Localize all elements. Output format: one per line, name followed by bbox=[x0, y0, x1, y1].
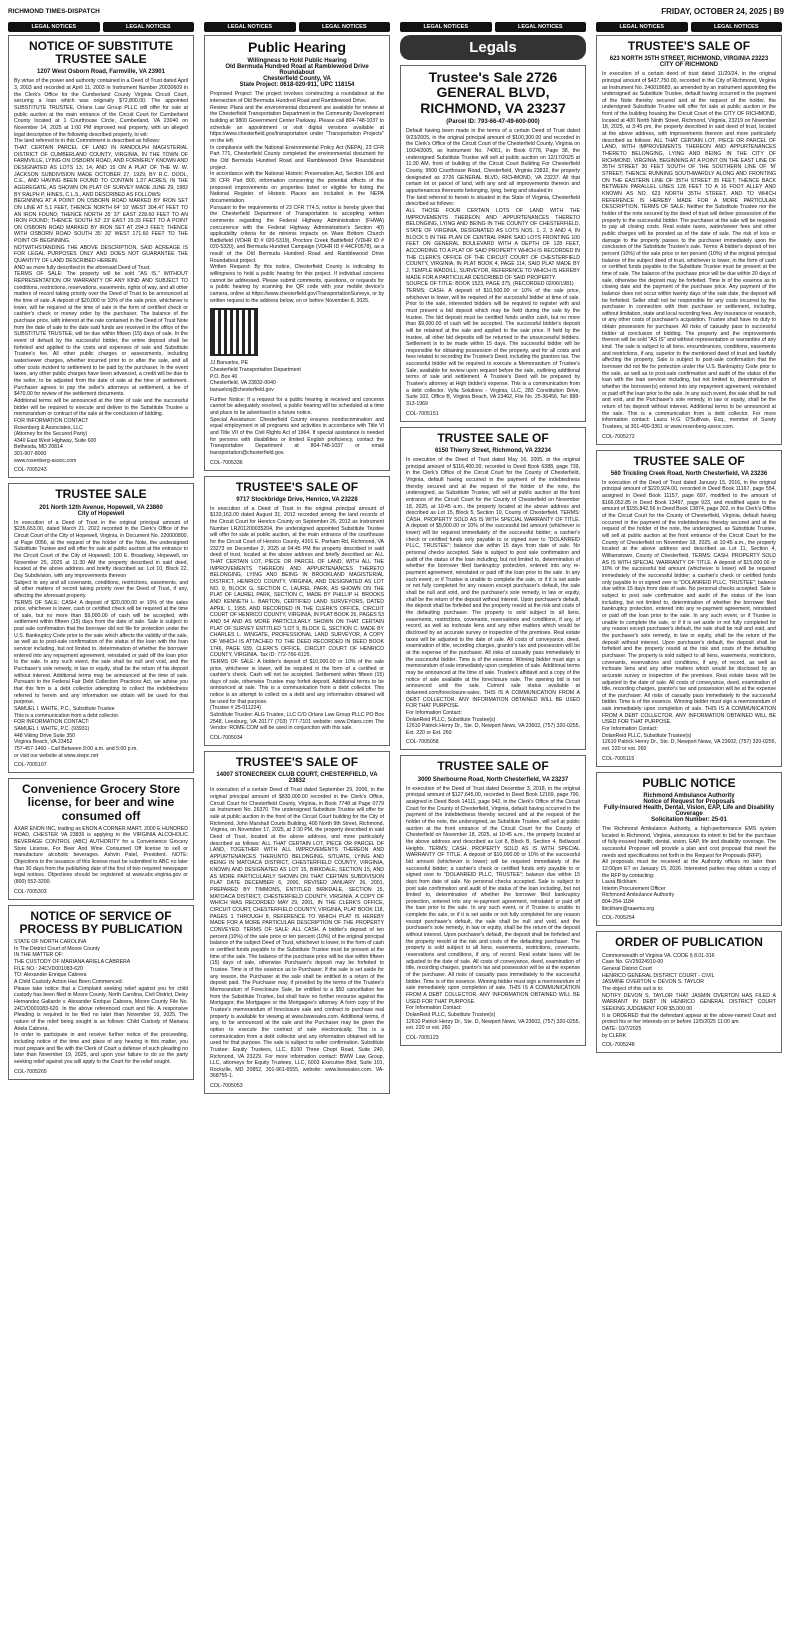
notice-order-of-publication bbox=[596, 931, 782, 1053]
notice-subtitle: 6150 Thierry Street, Richmond, VA 23234 bbox=[434, 447, 552, 454]
notice-subtitle: 623 NORTH 35TH STREET, RICHMOND, VIRGINIA 23223 CITY OF RICHMOND bbox=[609, 56, 769, 69]
notice-trustees-sale-general-blvd bbox=[400, 65, 586, 422]
notice-body: AXAR ENON INC, trading as ENON A CORNER MART, 2000 E HUNDRED ROAD, CHESTER VA 23836 is applying to the VIRGINIA ALCOHOLIC BEVERAGE CONTROL (ABC) AUTHORITY for a Convenience Grocery Store License, For Beer And Wine Consumed Off license to sell or manufacture alcoholic beverages. Ashvin Patel, President. NOTE: Objections to the issuance of this license must be submitted to ABC no later than 30 days from the publishing date of the first of two required newspaper legal notices. Objections should be registered at www.abc.virginia.gov or (800) 552-3200. bbox=[14, 825, 188, 886]
notice-title: Convenience Grocery Store license, for beer and wine consumed off bbox=[21, 782, 181, 823]
notice-code: COL-7005272 bbox=[602, 433, 635, 440]
notice-code: COL-7005254 bbox=[602, 915, 635, 922]
notice-code: COL-7005248 bbox=[602, 1042, 635, 1049]
notice-body: In execution of a certain deed of trust dated 11/20/24, in the original principal amount of $437,750.00, recorded in the City of Richmond, Virginia as Instrument No. 240018683, as amended by an instrument appointing the undersigned as Substitute Trustee, default having occurred in the payment of the Note thereby secured and at the request of the holder, the undersigned Substitute Trustee will offer for sale at public auction in the front of the building housing the Circuit Court of the CITY OF RICHMOND, located at 400 North Ninth Street, Richmond, Virginia, 23219 on November 18, 2025, at 3:45 pm, the property described in said deed of trust, located at the above address, with improvements thereon and more particularly described as follows: ALL THAT CERTAIN LOT, PIECE OR PARCEL OF LAND, WITH IMPROVEMENTS THEREON AND APPURTENANCES THERETO BELONGING, LYING AND BEING IN THE CITY OF RICHMOND, VIRGINIA, BEGINNING AT A POINT ON THE EAST LINE OF 35TH STREET 30 FEET SOUTH OF THE SOUTHERN LINE OF 'M' STREET; THENCE RUNNING SOUTHWARDLY ALONG AND FRONTING ON THE EASTERN LINE OF 35TH STREET 35 FEET; THENCE BACK BETWEEN PARALLEL LINES 128 FEET TO A 16 FOOT ALLEY AND KNOWN AS NO. 623 NORTH 35TH STREET, AND TO WHICH REFERENCE IS HEREBY MADE FOR A MORE PARTICULAR DESCRIPTION. TERMS OF SALE: Neither the Substitute Trustee nor the holder of the note secured by the deed of trust will deliver possession of the property to the successful bidder. The purchaser at the sale will be required to pay all closing costs. Real estate taxes, water/sewer fees and other public charges will be prorated as of the date of sale. The risk of loss or damage to the property passes to the purchaser immediately upon the conclusion of the Substitute Trustee's sale. Terms: A bidder's deposit of ten percent (10%) of the sale price or ten percent (10%) of the original principal balance of the subject deed of trust, whichever is lower, in the form of cash or certified funds payable to the Substitute Trustee must be present at the time of sale. The balance of the purchase price will be due within 20 days of sale, otherwise the deposit may be forfeited. Time is of the essence as to closing date and the payment of the purchase price. Any payment of the balance does not occur within twenty days of the sale date, the deposit will be forfeited. Seller shall not be responsible for any costs incurred by the purchaser in connection with their purchase or settlement, including, without limitation, state and local recording fees. Any insurance or research, or any other costs of purchaser's acquisition. Trustee shall have no duty to obtain possession for purchaser. All risks of casualty pass to successful bidder at conclusion of bidding. The property and the improvements thereon will be sold "AS IS" and without representation or warranties of any kind. The sale is subject to all liens, encumbrances, conditions, easements and restrictions, if any, superior to the mentioned deed of trust and lawfully affecting the property. Sale is subject to post-sale confirmation that the borrower did not file for protection under the U.S. Bankruptcy Code prior to the sale, as well as to post-sale confirmation and audit of the status of the loan with the loan servicer including, but not limited to, determination of whether the borrower(s) entered into any repayment agreement, reinstated or paid off the loan prior to the sale. In any such event, the sale shall be null and void, and the Purchaser's sole remedy, in law or equity, shall be the return of his deposit without interest. Additional terms to be announced at the sale. This is a communication from a debt collector. For more information contact: Laura H.G. O'Sullivan, Esq., member of Surety Trustees, at 301-490-3361 or www.rosenberg-assoc.com. bbox=[602, 71, 776, 430]
notice-subtitle: 1207 West Osborn Road, Farmville, VA 23901 bbox=[37, 69, 165, 76]
masthead-publication: RICHMOND TIMES-DISPATCH bbox=[8, 7, 100, 15]
section-labels bbox=[596, 22, 782, 32]
notice-title: Trustee's Sale 2726 GENERAL BLVD, RICHMOND, VA 23237 bbox=[420, 69, 566, 116]
notice-code: COL-7005265 bbox=[14, 1068, 47, 1075]
notice-subtitle: 14007 STONECREEK CLUB COURT, CHESTERFIELD, VA 23832 bbox=[216, 772, 378, 785]
notice-title: Public Hearing bbox=[247, 39, 347, 55]
notice-subtitle: 3000 Sherbourne Road, North Chesterfield, VA 23237 bbox=[417, 776, 569, 783]
notice-title: NOTICE OF SERVICE OF PROCESS BY PUBLICATION bbox=[19, 908, 183, 936]
notice-code: COL-7005151 bbox=[406, 410, 439, 417]
notice-substitute-trustee-sale bbox=[8, 35, 194, 478]
notice-public-hearing bbox=[204, 35, 390, 471]
notice-body: In execution of a Deed of Trust in the original principal amount of $133,163.00 dated August 31, 2012 recorded among the land records of the Circuit Court for Henrico County on September 26, 2012 as Instrument Number LR201200035204, the undersigned appointed Substitute Trustee will offer for sale at public auction, at the main entrance of the courthouse for the Circuit Court of Henrico County, 4301 E. Parham Rd, Richmond, VA 23273 on December 2, 2025 at 04:45 PM the property described in said deed of trust, located at the above address and briefly described as: ALL THAT CERTAIN LOT, PIECE OR PARCEL OF LAND, WITH ALL THE IMPROVEMENTS THEREON AND APPURTENANCES THERETO BELONGING, LYING AND BEING IN BROOKLAND MAGISTERIAL DISTRICT, HENRICO COUNTY, VIRGINIA, AND DESIGNATED AS LOT NO. 9, BLOCK G, SECTION C, LAUREL PARK, AS SHOWN ON THE PLAT OF LAUREL PARK, SECTION C, MADE BY PHILLIP H. BROOKS AND KENNETH L. BARTON, CERTIFIED LAND SURVEYORS, DATED APRIL 1, 1955, AND RECORDED IN THE CLERK'S OFFICE, CIRCUIT COURT OF HENRICO COUNTY, VIRGINIA, IN PLAT BOOK 26, PAGES 53 AND 54 AND AS MORE PARTICULARLY SHOWN ON THAT CERTAIN PLAT OF SURVEY ENTITLED "LOT 9, BLOCK G, SECTION C, MADE BY CHARLES L. WINGATE, PROFESSIONAL LAND SURVEYOR, A COPY OF WHICH IS ATTACHED TO THE DEED RECORDED IN DEED BOOK 1746, PAGE 939, CLERK'S OFFICE, CIRCUIT COURT OF HENRICO COUNTY, VIRGINIA. Tax ID: 772-766-6125. TERMS OF SALE: A bidder's deposit of $10,000.00 or 10% of the sale price, whichever is lower, will be required in the form of a certified or cashier's check. Cash will not be accepted. Settlement within fifteen (15) days of sale, otherwise Trustee may forfeit deposit. Additional terms to be announced at sale. This is a communication from a debt collector. This notice is an attempt to collect on a debt and any information obtained will be used for that purpose. (Trustee # 25-011224) Substitute Trustee: ALG Trustee, LLC C/O Orlans Law Group PLLC PO Box 2548, Leesburg, VA 20177 (703) 777-7101 website: www.Orlans.com The Vendor: ROME.COM will be used in conjunction with this sale. bbox=[210, 505, 384, 732]
notice-trustees-sale-stonecreek bbox=[204, 751, 390, 1094]
notice-body: In execution of the Deed of Trust dated May 16, 2005, in the original principal amount of $116,400.00, recorded in Deed Book 6388, page 739, in the Clerk's Office of the Circuit Court for the County of Chesterfield, Virginia, default having occurred in the payment of the indebtedness thereby secured and at the request of the holder of the note, the undersigned, as Substitute Trustee, will sell at public auction at the front entrance of the Circuit Court for the County of Chesterfield on November 18, 2025, at 10:45 a.m., the property located at the above address and described as Lot 15, Block 5, Section 10, County of Chesterfield. TERMS: CASH. PROPERTY SOLD AS IS WITH SPECIAL WARRANTY OF TITLE. A deposit of $5,000.00 or 10% of the successful bid amount (whichever is lower) will be required immediately of the successful bidder; a cashier's check or certified funds only payable to or signed over to "DOLANREID PLLC, TRUSTEE"; balance due within 15 days from date of sale. No personal checks accepted. Sale is subject to post sale confirmation and audit of the status of the loan including, but not limited to, determination of whether the borrower filed bankruptcy protection, entered into any re-payment agreement, reinstated or paid off the loan prior to the sale. In any such event, or if Trustee is unable to complete the sale, or if it is set aside or not fully completed for any reason except purchaser's default, the sale shall be null and void, and the purchaser's sole remedy, in law or equity, shall be the return of the deposit without interest. Upon purchaser's default, the deposit shall be forfeited and the property resold at the risk and costs of the defaulting purchaser. The property is sold subject to all liens, easements, restrictions, covenants, reservations and conditions, if any, of record, as well as inchoate liens and any other matters which would be disclosed by an accurate survey or inspection of the premises. Real estate taxes will be adjusted to the date of sale. All costs of conveyance, deed, examination of title, recording charges, grantor's tax and possession will be at the expense of the purchaser. All risks of casualty pass immediately to the successful bidder. Time is of the essence. Winning bidder must sign a memorandum of sale immediately upon completion of sale. Additional terms may be announced at the time of sale. Trustee's affidavit and a copy of the notice of sale available at the foreclosure sale. The opening bid is not announced until the sale. Current sale status available at dolanreid.com/foreclosure-sales. THIS IS A COMMUNICATION FROM A DEBT COLLECTOR. ANY INFORMATION OBTAINED WILL BE USED FOR THAT PURPOSE. For Information Contact: DolanReid PLLC, Substitute Trustee(s) 12610 Patrick Henry Dr., Ste. D, Newport News, VA 23602, (757) 320-0255, Ext. 220 or Ext. 260 bbox=[406, 456, 580, 736]
notice-trustee-sale-trickling-creek bbox=[596, 450, 782, 767]
notice-body: Proposed Project: The project involves constructing a roundabout at the intersection of Old Bermuda Hundred Road and Ramblewood Drive. Review: Plans and the environmental document are available for review at the Chesterfield Transportation Department in the Community Development building at 9800 Government Center Parkway. Please call 804-748-1037 to schedule an appointment or visit digital versions available at https://www.chesterfield.gov/transportation under "Transportation Projects" on the left. In compliance with the National Environmental Policy Act (NEPA), 23 CFR Part 771, Chesterfield County completed the environmental document for the Old Bermuda Hundred Road and Ramblewood Drive Roundabout project. In accordance with the National Historic Preservation Act, Section 106 and 36 CFR Part 800, information concerning the potential effects of the proposed improvements on properties listed or eligible for listing the National Register of Historic Places are included in the NEPA documentation. Pursuant to the requirements of 23 CFR 774.5, notice is hereby given that the Chesterfield Department of Transportation is accepting written comments regarding the Federal Highway Administration (FHWA) concurrence with the Federal Highway Administration's Section 4(f) applicability criteria for de minimis impacts on Ware Bottom Church Battlefield (VDHR ID # 020-5319), Proctors Creek Battlefield (VDHR ID # 020-5320), and Bermuda Hundred Campaign (VDHR ID # 44CF0578), as a result of the Old Bermuda Hundred Road and Ramblewood Drive Roundabout project. Written Request: By this notice, Chesterfield County is indicating its willingness to hold a public hearing for this project. If individual concerns cannot be addressed. Please submit comments, questions, or requests for a public hearing by scanning the QR code with your mobile device's camera, online at https://www.chesterfield.gov/TransportationSurveys, or by written request to the address below, on or before November 8, 2025. bbox=[210, 91, 384, 304]
notice-title: TRUSTEE'S SALE OF bbox=[235, 479, 359, 494]
notice-body: Default having been made in the terms of a certain Deed of Trust dated 9/23/2005, in the original principal amount of $100,300.00 and recorded in the Clerk's Office of the Circuit Court of the Chesterfield County, Virginia on 10/24/2005, as Instrument No. 74061, in Book 6778, Page 38, the undersigned Substitute Trustee will sell at public auction on 12/17/2025 at 11:30 AM, front of building of the Circuit Court Building For Chesterfield County, 9500 Courthouse Road, Chesterfield, Virginia 23832, the property designated as 2726 GENERAL BLVD, RICHMOND, VA 23237. All that certain lot or parcel of land, with any and all improvements thereon and appurtenances thereunto belonging, lying, being and situated in: The land referred to herein is situated in the State of Virginia, Chesterfield described as follows: ALL THOSE FOUR CERTAIN LOTS OF LAND WITH THE IMPROVEMENTS THEREON AND APPURTENANCES THERETO BELONGING, LYING AND BEING IN THE COUNTY OF CHESTERFIELD, STATE OF VIRGINIA, DESIGNATED AS LOTS NOS. 1, 2, 3 AND 4, IN BLOCK 5 IN THE PLAN OF CENTRAL PARK SAID LOTS FRONTING 100 FEET ON GENERAL BOULEVARD WITH A DEPTH OF 128 FEET, ACCORDING TO A PLAT OF SAID PROPERTY WHICH IS RECORDED IN THE CLERK'S OFFICE OF THE CIRCUIT COURT OF CHESTERFIELD COUNTY, VIRGINIA, IN PLAT BOOK 4, PAGE 114, SAID PLAT MADE BY J. TEMPLE WADDILL, SURVEYOR, REFERENCE TO WHICH IS HEREBY MADE FOR A PARTICULAR DESCRIBED OF SAID PROPERTY. SOURCE OF TITLE: BOOK 1523, PAGE 375, (RECORDED 02/06/1981) TERMS: CASH. A deposit of $10,500.00 or 10% of the sale price, whichever is lower, will be required of the successful bidder at time of sale. Prior to the sale, interested bidders will be required to register with and must present a bid deposit which may be held during the sale by the trustee. The bid deposit must be certified funds and/or cash, but no more than $9,000.00 of cash will be accepted. The successful bidder's deposit will be retained at the sale and applied to the sale price. If held by the trustee, all other bid deposits will be returned to the unsuccessful bidders. Settlement is to be made within 15 days. The successful bidder will be responsible for obtaining possession of the property, and for all costs and fees related to recording the Trustee's Deed, including the grantors tax. The successful bidder will be required to execute a Memorandum of Trustee's Sale, available for review upon request before the sale, outlining additional terms of sale and settlement. A Trustee's Deed will be prepared by Trustee's attorney at High bidder's expense. This is a communication from a debt collector. Vylla Solutions - Virginia, LLC, 283 Constitution Drive, Suite 102, Office B, Virginia Beach, VA 23462, File No. 25-36456, Tel: 888-313-1969 bbox=[406, 128, 580, 408]
notice-public-notice-raa bbox=[596, 772, 782, 927]
notice-body: The Richmond Ambulance Authority, a high-performance EMS system located in Richmond, Virginia, announces its intent to bid for the purchase of fully-insured health, dental, vision, EAP, life and disability coverage. The successful Proposer will provide a plan and cost proposal that meet the needs and specifications set forth in the Request for Proposals (RFP). All proposals must be received at the Authority offices no later than 12:00pm ET on January 15, 2026. Interested parties may obtain a copy of the RFP by contacting: Laura Bickham Interim Procurement Officer Richmond Ambulance Authority 804-254-1184 lbickham@raaems.org bbox=[602, 825, 776, 912]
notice-code: COL-7005058 bbox=[406, 739, 439, 746]
notice-subtitle: 560 Trickling Creek Road, North Chesterfield, VA 23236 bbox=[610, 470, 768, 477]
notice-body: By virtue of the power and authority contained in a Deed of Trust dated April 3, 2003 and recorded at April 11, 2003 in Instrument Number 20030609 in the Clerk's Office for the Cumberland County Virginia Circuit Court, securing a loan which was originally $72,800.00. The appointed SUBSTITUTE TRUSTEE, Orlans Law Group PLLC will offer for sale at public auction at the main entrance of the Circuit Court for Cumberland County located at 1 Courthouse Circle, Cumberland, VA 23040 on November 14, 2025 at 1:00 PM improved real property, with an alleged legal description of the following described property, to wit: The land referred to in this Commitment is described as follows: THAT CERTAIN PARCEL OF LAND IN RANDOLPH MAGISTERIAL DISTRICT OF CUMBERLAND COUNTY, VIRGINIA, IN THE TOWN OF FARMVILLE, LYING ON OSBORN ROAD, AND FORMERLY KNOWN AND DESIGNATED AS LOTS 13, 14, AND 15 ON A PLAT OF THE W. W. JACKSON SUBDIVISION MADE OCTOBER 27, 1929, BY R.C. DOOL, C.E., AND HAVING BEEN FOUND TO CONTAIN 1.37 ACRES, IN THE AGGREGATE, AS SHOWN ON PLAT OF SURVEY MADE JUNE 29, 1982 BY RALPH P. HINES, C.L.S., AND DESCRIBED AS FOLLOWS: BEGINNING AT A POINT ON OSBORN ROAD MARKED BY IRON SET ON LINE AT 5.1 FEET, THENCE NORTH 64' 10' WEST 304.47 FEET TO AN IRON FOUND; THENCE NORTH 35' 37' EAST 228.60 FEET TO AN IRON FOUND; THENCE SOUTH 52' 23' EAST 29.33 FEET TO A POINT ON OSBORN ROAD MARKED BY IRON SET AT 294.3 FEET; THENCE WITH OSBORN ROAD SOUTH 35' 32' WEST 171.60 FEET TO THE POINT OF BEGINNING. NOTWITHSTANDING THE ABOVE DESCRIPTION, SAID ACREAGE IS FOR LEGAL PURPOSES ONLY AND DOES NOT GUARANTEE THE QUANTITY OF LAND DESCRIBED HEREIN. AND as more fully described in the aforesaid Deed of Trust. TERMS OF SALE: The property will be sold "AS IS," WITHOUT REPRESENTATION OR WARRANTY OF ANY KIND AND SUBJECT TO conditions, restrictions, reservations, easements, rights of way, and all other matters of record taking priority over the Deed of Trust to be announced at the time of sale. A deposit of $20,000 or 10% of the sale price, whichever is lower, will be required at the time of sale in the form of certified check or cashier's check or money order by the purchaser. The balance of the purchase price, with interest at the rate contained in the Deed of Trust Note from the date of sale to the date said funds are received in the office of the SUBSTITUTE TRUSTEE, will be due within fifteen (15) days of sale. In the event of default by the successful bidder, the entire deposit shall be forfeited and applied to the costs and expenses of sale and Substitute Trustee's fee. All other public charges or assessments, including water/sewer charges, whether incurred prior to or after the sale, and all other costs incident to settlement to be paid by the purchaser. In the event taxes, any other public charges have been advanced, a credit will be due to the seller, to be adjusted from the date of sale at the time of settlement. Purchaser agrees to pay the seller's attorneys at settlement, a fee of $470.00 for review of the settlement documents. Additional terms will be announced at the time of sale and the successful bidder will be required to execute and deliver to the Substitute Trustee a memorandum or contract of the sale at the conclusion of bidding. FOR INFORMATION CONTACT Rosenberg & Associates, LLC (Attorney for the Secured Party) 4340 East West Highway, Suite 600 Bethesda, MD 20814 301-907-8000 www.rosenberg-assoc.com bbox=[14, 78, 188, 464]
section-label: LEGAL NOTICES bbox=[495, 22, 587, 32]
section-label: LEGAL NOTICES bbox=[204, 22, 296, 32]
notice-code: COL-7005107 bbox=[14, 762, 47, 769]
notice-title: TRUSTEE SALE OF bbox=[437, 759, 549, 774]
notice-title: NOTICE OF SUBSTITUTE TRUSTEE SALE bbox=[29, 39, 173, 67]
section-label: LEGAL NOTICES bbox=[691, 22, 783, 32]
section-label: LEGAL NOTICES bbox=[103, 22, 195, 32]
notice-title: TRUSTEE SALE OF bbox=[633, 453, 745, 468]
masthead-date-page: FRIDAY, OCTOBER 24, 2025 | B9 bbox=[661, 6, 784, 16]
notice-body: STATE OF NORTH CAROLINA In The District Court of Moore County IN THE MATTER OF: THE CUSTODY OF MARIANA ARIELA CABRERA FILE NO.: 24CVD001083-620 TO: Alexander Enrique Cabrera A Child Custody Action Has Been Commenced: Please take notice that a Complaint seeking relief against you for child custody has been filed in Moore County, North Carolina, Civil District, Deisy Hernandez Gallardo v. Alexander Enrique Cabrera, Moore County File No. 24CVD001083-620. In the above referenced court and file. A responsive Pleading is required to be filed no later than November 19, 2025. The nature of the relief being sought is as follows: Child Custody of Mariana Ariela Cabrera. In order to participate in and receive further notice of the proceeding, including notice of the time and place of any hearing in this matter, you must prepare and file with the Clerk of Court a defense of such pleading no later than November 19, 2025, and upon your failure to do so the party seeking relief against you will apply to the Court for the relief sought. bbox=[14, 939, 188, 1065]
notice-body: In execution of the Deed of Trust dated December 3, 2018, in the original principal amount of $127,645.00, recorded in Deed Book 12169, page 790, assigned in Deed Book 14111, page 942, in the Clerk's Office of the Circuit Court for the County of Chesterfield, Virginia, default having occurred in the payment of the indebtedness thereby secured and at the request of the holder of the note, the undersigned, as Substitute Trustee, will sell at public auction at the front entrance of the Circuit Court for the County of Chesterfield on November 18, 2025, at 10:45 a.m., the property located at the above address and described as Lot 8, Block B, Section 4, Bellwood Heights. TERMS: CASH. PROPERTY SOLD AS IS WITH SPECIAL WARRANTY OF TITLE. A deposit of $10,000.00 or 10% of the successful bid amount (whichever is lower) will be required immediately of the successful bidder; a cashier's check or certified funds only payable to or signed over to "DOLANREID PLLC, TRUSTEE"; balance due within 15 days from date of sale. No personal checks accepted. Sale is subject to post sale confirmation and audit of the status of the loan including, but not limited to, determination of whether the borrower filed bankruptcy protection, entered into any re-payment agreement, reinstated or paid off the loan prior to the sale. In any such event, or if Trustee is unable to complete the sale, or if it is set aside or not fully completed for any reason except purchaser's default, the sale shall be null and void, and the purchaser's sole remedy, in law or equity, shall be the return of the deposit without interest. Upon purchaser's default, the deposit shall be forfeited and the property resold at the risk and costs of the defaulting purchaser. The property is sold subject to all liens, easements, restrictions, covenants, reservations and conditions, if any, of record. Real estate taxes will be adjusted to the date of sale. All costs of conveyance, deed, examination of title, recording charges, grantor's tax and possession will be at the expense of the purchaser. All risks of casualty pass immediately to the successful bidder. Time is of the essence. Winning bidder must sign a memorandum of sale immediately upon completion of sale. THIS IS A COMMUNICATION FROM A DEBT COLLECTOR. ANY INFORMATION OBTAINED WILL BE USED FOR THAT PURPOSE. For Information Contact: DolanReid PLLC, Substitute Trustee(s) 12610 Patrick Henry Dr., Ste. D, Newport News, VA 23602, (757) 320-0255, ext. 220 or ext. 260 bbox=[406, 785, 580, 1032]
notice-code: COL-7005123 bbox=[406, 1034, 439, 1041]
section-labels bbox=[400, 22, 586, 32]
notice-contact: JJ Banuelos, PE Chesterfield Transportation Department P.O. Box 40 Chesterfield, VA 23832-0040 banuelosj@chesterfield.gov bbox=[210, 360, 301, 394]
notice-code: COL-7005034 bbox=[210, 735, 243, 742]
section-label: LEGAL NOTICES bbox=[596, 22, 688, 32]
notice-title: TRUSTEE SALE OF bbox=[437, 430, 549, 445]
column-4 bbox=[596, 22, 782, 1630]
notice-subtitle: Willingness to Hold Public Hearing Old Bermuda Hundred Road at Ramblewood Drive Roundabout Chesterfield County, VA State Project: 0618-020-911, UPC 118154 bbox=[225, 58, 369, 89]
section-label: LEGAL NOTICES bbox=[299, 22, 391, 32]
notice-subtitle: (Parcel ID: 793-66-47-49-600-000) bbox=[446, 119, 540, 126]
notice-code: COL-7005243 bbox=[14, 467, 47, 474]
qr-code[interactable] bbox=[210, 308, 258, 356]
notice-title: PUBLIC NOTICE bbox=[642, 775, 736, 790]
notice-title: TRUSTEE SALE bbox=[55, 487, 147, 502]
legals-banner: Legals bbox=[400, 35, 586, 60]
notice-title: TRUSTEE'S SALE OF bbox=[627, 39, 751, 53]
column-1 bbox=[8, 22, 194, 1630]
notice-title: ORDER OF PUBLICATION bbox=[615, 935, 763, 950]
notice-code: COL-7005053 bbox=[210, 1083, 243, 1090]
notice-subtitle: Richmond Ambulance Authority Notice of Request for Proposals Fully-Insured Health, Dental, Vision, EAP, Life and Disability Coverage Solicitation Number: 25-01 bbox=[603, 792, 775, 823]
section-labels bbox=[204, 22, 390, 32]
notice-trustee-sale-sherbourne bbox=[400, 755, 586, 1045]
notice-body: In execution of a Deed of Trust in the original principal amount of $235,653.00, dated March 21, 2022 recorded in the Clerk's Office of the Circuit Court of the City of Hopewell, Virginia, in Document No. 220000800, at Page 0056, at the request of the holder of the Note, the undersigned Substitute Trustee and will offer for sale at public auction at the entrance to the Circuit Court of the City of Hopewell, 100 E. Broadway, Hopewell, on November 25, 2025 at 11:30 AM the property described in said deed, located at the above address and briefly described as: Lot 10, Block 22, Day Subdivision, with any improvements thereon Subject to any and all covenants, conditions, restrictions, easements, and all other matters of record taking priority over the Deed of Trust, if any, affecting the aforesaid property. TERMS OF SALE: CASH: A deposit of $20,000.00 or 10% of the sales price, whichever is lower, cash or certified check will be required at the time of sale, but no more than $9,000.00 of cash will be accepted, with settlement within fifteen (15) days from the date of sale. Sale is subject to post sale confirmation that the borrower did not file for protection under the U.S. Bankruptcy Code prior to the sale which affects the validity of the sale, as well as to post-sale confirmation of the status of the loan with the loan servicer including, but not limited to, determination of whether the borrower entered into any repayment agreement, reinstated or paid off the loan prior to the sale. In any such event, the sale shall be null and void, and the Purchaser's sole remedy, in law or equity, shall be the return of his deposit without interest. Additional terms may be announced at the time of sale. Pursuant to the Federal Fair Debt Collection Practices Act, we advise you that this firm is a debt collector attempting to collect the indebtedness referred to herein and any information we obtain will be used for that purpose. SAMUEL I. WHITE, P.C., Substitute Trustee This is a communication from a debt collector. FOR INFORMATION CONTACT: SAMUEL I. WHITE, P.C. (93931) 448 Viking Drive Suite 350 Virginia Beach, VA 23452 757-457-1460 - Call Between 9:00 a.m. and 5:00 p.m. or visit our website at www.siwpc.net bbox=[14, 519, 188, 759]
notice-body: In execution of the Deed of Trust dated January 15, 2016, in the original principal amount of $220,924.00, recorded in Deed Book 11167, page 554, assigned in Deed Book 11157, page 697, modified to the amount of $166,052.85 in Deed Book 13497, page 923, and modified again to the amount of $155,842.56 in Deed Book 13874, page 302, in the Clerk's Office of the Circuit Court for the County of Chesterfield, Virginia, default having occurred in the payment of the indebtedness thereby secured and at the request of the holder of the note, the undersigned, as Substitute Trustee, will sell at public auction at the front entrance of the Circuit Court for the County of Chesterfield on November 18, 2025, at 10:45 a.m., the property located at the above address and described as Lot 11, Section 4, Williamstown, County of Chesterfield. TERMS: CASH. PROPERTY SOLD AS IS WITH SPECIAL WARRANTY OF TITLE. A deposit of $15,000.00 or 10% of the successful bid amount (whichever is lower) will be required immediately of the successful bidder; a cashier's check or certified funds only payable to or signed over to "DOLANREID PLLC, TRUSTEE"; balance due within 15 days from date of sale. No personal checks accepted. Sale is subject to post sale confirmation and audit of the status of the loan including, but not limited to, determination of whether the borrower filed bankruptcy protection, entered into any re-payment agreement, reinstated or paid off the loan prior to the sale. In any such event, or if Trustee is unable to complete the sale, or if it is set aside or not fully completed for any reason except purchaser's default, the sale shall be null and void, and the purchaser's sole remedy, in law or equity, shall be the return of the deposit without interest. Upon purchaser's default, the deposit shall be forfeited and the property resold at the risk and costs of the defaulting purchaser. The property is sold subject to all liens, easements, restrictions, covenants, reservations and conditions, if any, of record, as well as inchoate liens and any other matters which would be disclosed by an accurate survey or inspection of the premises. Real estate taxes will be adjusted to the date of sale. All costs of conveyance, deed, examination of title, recording charges, grantor's tax and possession will be at the expense of the purchaser. All risks of casualty pass immediately to the successful bidder. Time is of the essence. Winning bidder must sign a memorandum of sale immediately upon completion of sale. THIS IS A COMMUNICATION FROM A DEBT COLLECTOR. ANY INFORMATION OBTAINED WILL BE USED FOR THAT PURPOSE. For Information Contact: DolanReid PLLC, Substitute Trustee(s) 12610 Patrick Henry Dr., Ste. D, Newport News, VA 23602, (757) 320-0255, ext. 220 or ext. 260 bbox=[602, 479, 776, 753]
notice-title: TRUSTEE'S SALE OF bbox=[235, 755, 359, 770]
column-3 bbox=[400, 22, 586, 1630]
notice-body: In execution of a certain Deed of Trust dated September 29, 2006, in the original principal amount of $830,000.00 recorded in the Clerk's Office, Circuit Court for Chesterfield County, Virginia, in Book 7748 at Page 0779 as Instrument No. 26370. The undersigned Substitute Trustee will offer for sale at public auction in the front of the Circuit Court building for the City of Richmond, John Marshall Courts Building, 400 North 9th Street, Richmond, Virginia, on November 17, 2025, at 2:30 PM, the property described in said Deed of Trust, located at the above address, and more particularly described as follows: ALL THAT CERTAIN LOT, PIECE OR PARCEL OF LAND, TOGETHER WITH ALL IMPROVEMENTS THEREON AND APPURTENANCES THERUNTO BELONGING, SITUATE, LYING AND BEING IN MATOACA DISTRICT, CHESTERFIELD COUNTY, VIRGINIA, KNOWN AND DESIGNATED AS LOT 15, BIRKDALE, SECTION 15, AND AS MORE PARTICULARLY SHOWN ON THAT CERTAIN SUBDIVISION PLAT DATE DECEMBER 6, 2000, REVISED JANUARY 26, 2001, PREPARED BY TIMMONS, ENTITLED BIRKDALE, SECTION 15, MATOACA DISTRICT, CHESTERFIELD COUNTY, VIRGINIA. A COPY OF WHICH WAS RECORDED MAY 29, 2001, IN THE CLERK'S OFFICE, CIRCUIT COURT, CHESTERFIELD COUNTY, VIRGINIA, PLAT BOOK 118, PAGES 1 THROUGH 8, REFERENCE TO WHICH PLAT IS HEREBY MADE FOR A MORE PARTICULAR DESCRIPTION OF THE PROPERTY CONVEYED. TERMS OF SALE: ALL CASH. A bidder's deposit of ten percent (10%) of the sale price or ten percent (10%) of the original principal balance of the subject Deed of Trust, whichever is lower, in the form of cash or certified funds payable to the Substitute Trustee must be present at the time of the sale. The balance of the purchase price will be due within fifteen (15) days of sale, otherwise Purchaser's deposit may be forfeited to Trustee. Time is of the essence as to Purchaser. If the sale is set aside for any reason, the Purchaser at the sale shall be entitled to a return of the deposit paid. The Purchaser may, if provided by the terms of the Trustee's Memorandum of Foreclosure Sale, be entitled to a $50 cancellation fee from the Substitute Trustee, but shall have no further recourse against the Mortgagor, the Mortgagee or the Mortgagee's attorney. A form copy of the Trustee's memorandum of foreclosure sale and contract to purchase real property is available for viewing at www.bwwsales.com. Additional terms, if any, to be announced at the sale and the Purchaser may be given the option to execute the contract of sale electronically. This is a communication from a debt collector and any information obtained will be used for that purpose. The sale is subject to seller confirmation. Substitute Trustee: Equity Trustees, LLC, 8100 Three Chopt Road, Suite 240, Richmond, VA 23229. For more information contact: BWW Law Group, LLC, attorneys for Equity Trustees, LLC, 6003 Executive Blvd, Suite 101, Rockville, MD 20852, 301-961-6555, website: www.bwwsales.com. VA-368755-1. bbox=[210, 787, 384, 1080]
section-labels bbox=[8, 22, 194, 32]
column-2 bbox=[204, 22, 390, 1630]
notice-body-continued: Further Notice: If a request for a public hearing is received and concerns cannot be adequately resolved, a public hearing will be scheduled at a time and place to be advertised in a future notice. Special Assistance: Chesterfield County ensures nondiscrimination and equal employment in all programs and activities in accordance with Title VI and Title VII of the Civil Rights Act of 1964. If special assistance is needed for persons with disabilities or limited English proficiency, contact the Transportation Department at 804-748-1037 or email transportation@chesterfield.gov. bbox=[210, 396, 384, 456]
notice-trustees-sale-35th-street bbox=[596, 35, 782, 445]
notice-trustee-sale-hopewell bbox=[8, 483, 194, 773]
section-label: LEGAL NOTICES bbox=[400, 22, 492, 32]
notice-subtitle: 9717 Stockbridge Drive, Henrico, VA 23228 bbox=[236, 496, 358, 503]
notice-abc-license bbox=[8, 778, 194, 899]
notice-code: COL-7005336 bbox=[210, 459, 243, 466]
notice-body: Commonwealth of Virginia VA. CODE § 8.01-316 Case No. GV25024910-00 General District Court HENRICO GENERAL DISTRICT COURT - CIVIL JASMINE OVERTON v. DEVON S. TAYLOR The object of this suit is to: NOTIFY DEVON S. TAYLOR THAT JASMIN OVERTON HAS FILED A WARRANT IN DEBT IN HENRICO GENERAL DISTRICT COURT SEEKING JUDGMENT FOR $5,000.00 It is ORDERED that the defendant appear at the above-named Court and protect his or her interests on or before 12/5/2025 11:00 am DATE: 10/7/2025 by CLERK bbox=[602, 952, 776, 1039]
notice-trustee-sale-thierry bbox=[400, 427, 586, 751]
notice-code: COL-7005303 bbox=[14, 888, 47, 895]
notice-service-of-process bbox=[8, 905, 194, 1080]
section-label: LEGAL NOTICES bbox=[8, 22, 100, 32]
notice-subtitle: 201 North 12th Avenue, Hopewell, VA 23860 City of Hopewell bbox=[39, 504, 163, 517]
notice-code: COL-7005115 bbox=[602, 755, 635, 762]
notice-trustees-sale-stockbridge bbox=[204, 476, 390, 747]
masthead bbox=[8, 4, 784, 18]
